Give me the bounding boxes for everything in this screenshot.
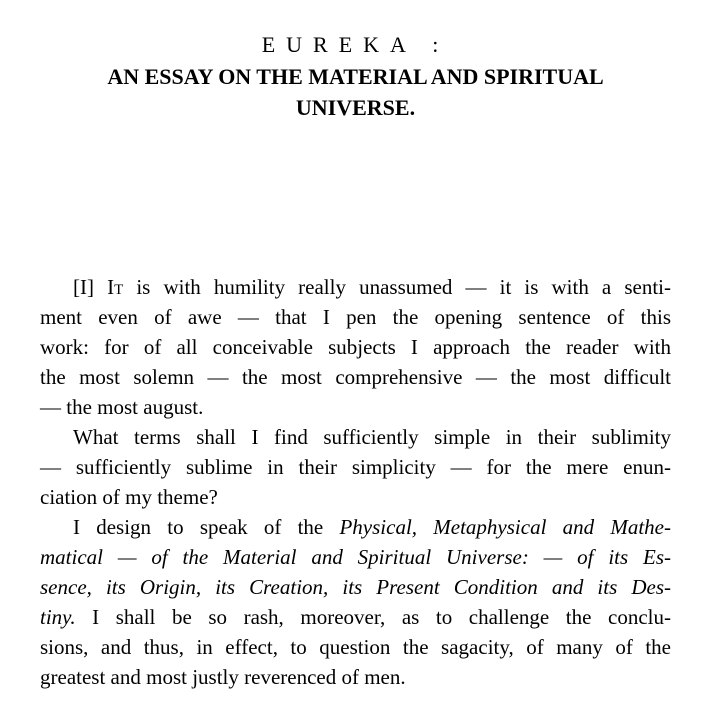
paragraph-2-line-3: ciation of my theme? <box>40 485 218 509</box>
section-marker: [I] <box>73 275 108 299</box>
paragraph-3-line-6: greatest and most justly reverenced of men. <box>40 665 406 689</box>
text-run: I design to speak of the <box>73 515 340 539</box>
paragraph-1-line-4: the most solemn — the most comprehensive — the most difficult <box>40 365 671 389</box>
subtitle-line-2: UNIVERSE. <box>295 95 416 120</box>
paragraph-1-line-3: work: for of all conceivable subjects I approach the reader with <box>40 335 671 359</box>
document-subtitle <box>40 61 671 123</box>
paragraph-2-line-1: What terms shall I find sufficiently simple in their sublimity <box>73 425 671 449</box>
paragraph-3-line-5: sions, and thus, in effect, to question the sagacity, of many of the <box>40 635 671 659</box>
text-run: I shall be so rash, moreover, as to challenge the conclu- <box>75 605 671 629</box>
paragraph-1-line-5: — the most august. <box>40 395 204 419</box>
italic-run: Physical, Metaphysical and Mathe- <box>339 515 671 539</box>
paragraph-3-line-1 <box>40 512 671 542</box>
drop-word: It <box>107 275 124 299</box>
body-text <box>40 272 671 692</box>
paragraph-1-line-1 <box>40 272 671 302</box>
document-title: EUREKA : <box>261 32 450 57</box>
paragraph-3-line-3: sence, its Origin, its Creation, its Present Condition and its Des- <box>40 575 671 599</box>
paragraph-2-line-2: — sufficiently sublime in their simplicity — for the mere enun- <box>40 455 671 479</box>
subtitle-line-1: AN ESSAY ON THE MATERIAL AND SPIRITUAL <box>107 64 604 89</box>
italic-run: tiny. <box>40 605 76 629</box>
paragraph-3-line-4 <box>40 602 671 632</box>
paragraph-3-line-2: matical — of the Material and Spiritual Universe: — of its Es- <box>40 545 671 569</box>
paragraph-1-line-2: ment even of awe — that I pen the opening sentence of this <box>40 305 671 329</box>
text-run: is with humility really unassumed — it is with a senti- <box>123 275 672 299</box>
